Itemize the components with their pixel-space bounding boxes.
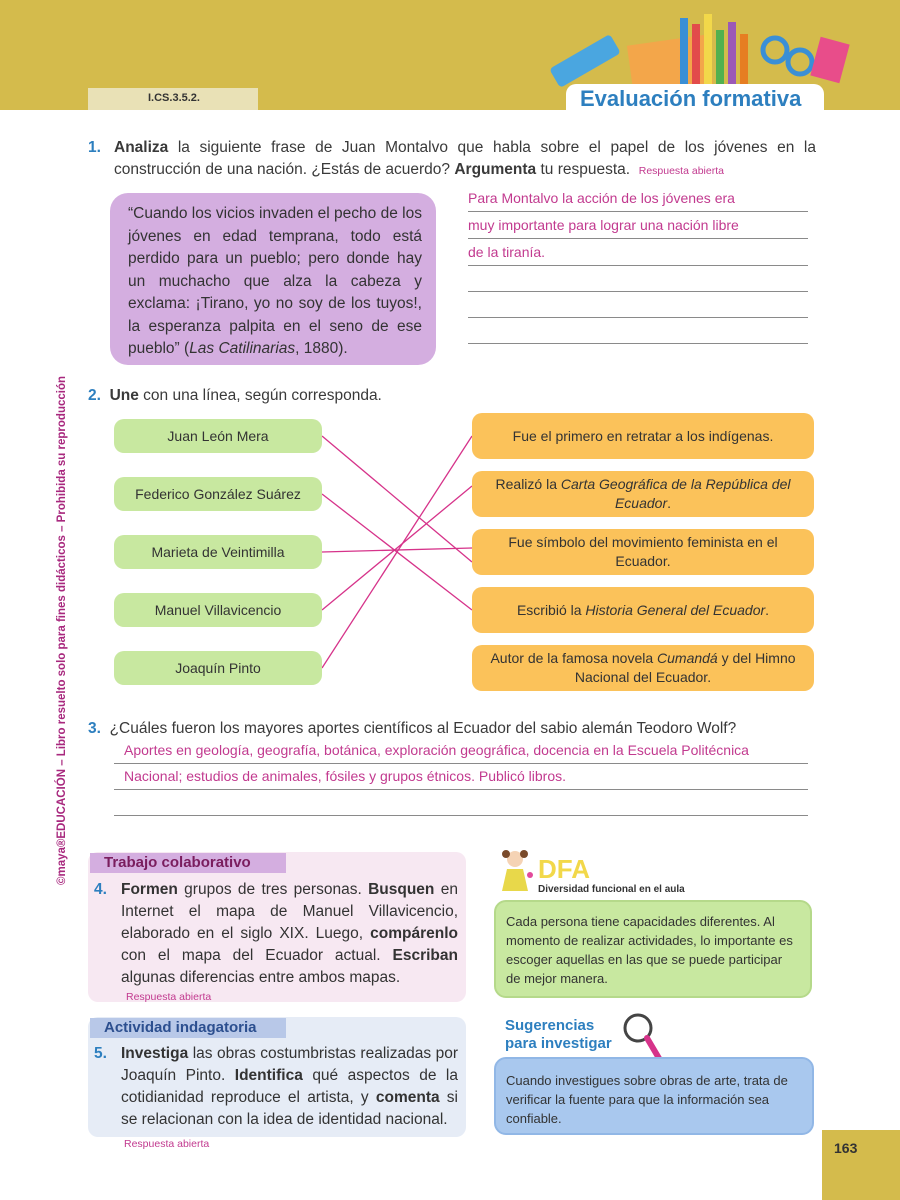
question-3: 3. ¿Cuáles fueron los mayores aportes científicos al Ecuador del sabio alemán Teodoro Wolf? — [88, 720, 737, 737]
montalvo-quote: “Cuando los vicios invaden el pecho de los jóvenes en edad temprana, todo está perdido para un pueblo; pero donde hay un muchacho que alza la cabeza y exclama: ¡Tirano, yo no soy de los tuyos!, la esperanza palpita en el seno de ese pueblo” (Las Catilinarias, 1880). — [110, 193, 436, 365]
answer-line-3[interactable]: de la tiranía. — [468, 240, 808, 266]
match-desc-5: Autor de la famosa novela Cumandá y del Himno Nacional del Ecuador. — [472, 645, 814, 691]
actividad-indagatoria-heading: Actividad indagatoria — [90, 1018, 286, 1038]
open-answer-tag: Respuesta abierta — [638, 165, 724, 177]
match-line-veintimilla — [322, 548, 472, 552]
match-line-mera — [322, 436, 472, 562]
question-2: 2. Une con una línea, según corresponda. — [88, 387, 382, 404]
activity-4: 4. Formen grupos de tres personas. Busquen en Internet el mapa de Manuel Villavicencio, elaborado en el siglo XIX. Luego, compárenlo con el mapa del Ecuador actual. Escriban algunas diferencias entre ambos mapas. — [94, 881, 458, 986]
match-name-2: Federico González Suárez — [114, 477, 322, 511]
question-1: 1. Analiza la siguiente frase de Juan Montalvo que habla sobre el papel de los jóvenes en la construcción de una nación. ¿Estás de acuerdo? Argumenta tu respuesta. Respuesta abierta — [88, 139, 816, 178]
match-desc-4: Escribió la Historia General del Ecuador. — [472, 587, 814, 633]
match-name-3: Marieta de Veintimilla — [114, 535, 322, 569]
match-line-villavicencio — [322, 486, 472, 610]
answer-line-4[interactable] — [468, 266, 808, 292]
girl-illustration-icon — [490, 845, 540, 895]
answer-line-1[interactable]: Para Montalvo la acción de los jóvenes era — [468, 186, 808, 212]
open-answer-tag-5: Respuesta abierta — [124, 1138, 210, 1150]
brand-logo-text: ©maya — [56, 847, 68, 885]
activity-5: 5. Investiga las obras costumbristas realizadas por Joaquín Pinto. Identifica qué aspectos de la cotidianidad reproduce el artista, y comenta si se relacionan con la idea de identidad nacional. — [94, 1045, 459, 1128]
match-desc-1: Fue el primero en retratar a los indígenas. — [472, 413, 814, 459]
match-name-5: Joaquín Pinto — [114, 651, 322, 685]
page-number: 163 — [822, 1130, 900, 1200]
page-title: Evaluación formativa — [580, 86, 802, 111]
open-answer-tag-4: Respuesta abierta — [126, 991, 212, 1003]
q3-answer-line-3[interactable] — [114, 790, 808, 816]
match-line-pinto — [322, 436, 472, 668]
sugerencias-title: Sugerencias para investigar — [505, 1017, 612, 1052]
match-desc-3: Fue símbolo del movimiento feminista en el Ecuador. — [472, 529, 814, 575]
indicator-code: I.CS.3.5.2. — [88, 88, 258, 110]
trabajo-colaborativo-heading: Trabajo colaborativo — [90, 853, 286, 873]
answer-line-6[interactable] — [468, 318, 808, 344]
sugerencias-box: Cuando investigues sobre obras de arte, trata de verificar la fuente para que la información sea confiable. — [494, 1057, 814, 1135]
q3-answer-line-1[interactable]: Aportes en geología, geografía, botánica, exploración geográfica, docencia en la Escuela Politécnica — [114, 738, 808, 764]
dfa-subtitle: Diversidad funcional en el aula — [538, 884, 685, 895]
match-name-1: Juan León Mera — [114, 419, 322, 453]
answer-line-5[interactable] — [468, 292, 808, 318]
match-line-gonzalez — [322, 494, 472, 610]
q3-answer-line-2[interactable]: Nacional; estudios de animales, fósiles y grupos étnicos. Publicó libros. — [114, 764, 808, 790]
copyright-side-text: ©maya®EDUCACIÓN – Libro resuelto solo para fines didácticos – Prohibida su reproducción — [56, 375, 68, 885]
match-name-4: Manuel Villavicencio — [114, 593, 322, 627]
dfa-box: Cada persona tiene capacidades diferentes. Al momento de realizar actividades, lo importante es escoger aquellas en las que se puede participar de mejor manera. — [494, 900, 812, 998]
answer-line-2[interactable]: muy importante para lograr una nación libre — [468, 213, 808, 239]
dfa-title: DFA — [538, 854, 590, 884]
match-desc-2: Realizó la Carta Geográfica de la República del Ecuador. — [472, 471, 814, 517]
